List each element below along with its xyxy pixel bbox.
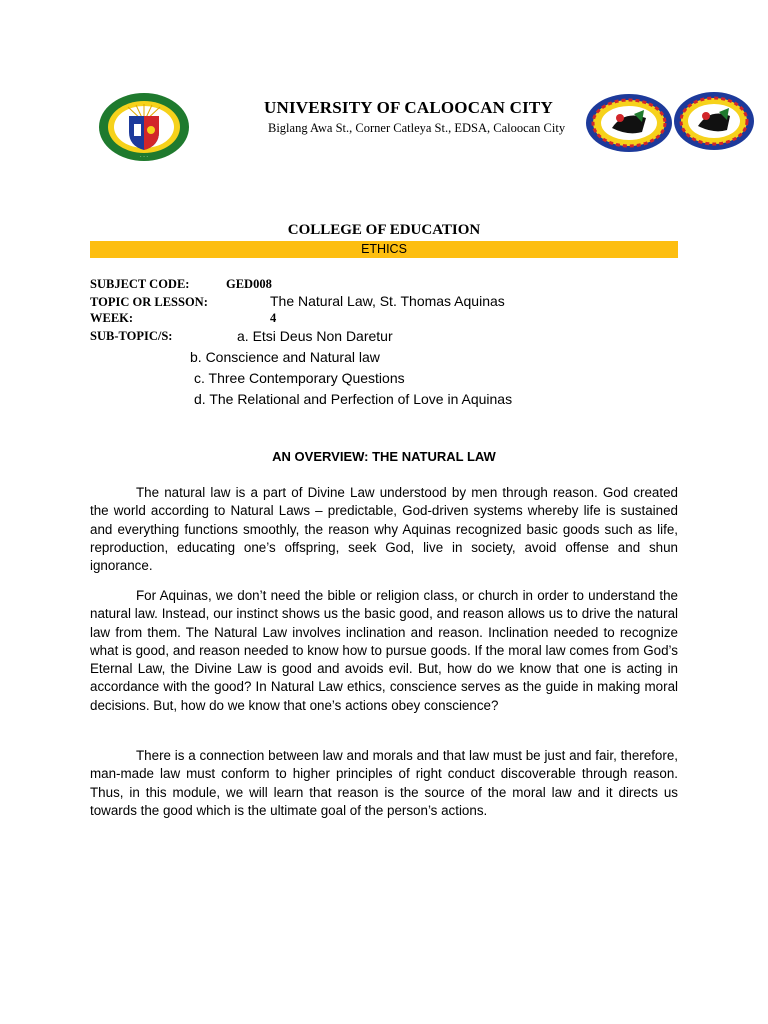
university-seal-icon — [98, 92, 190, 162]
college-seal-icon — [672, 90, 756, 152]
college-title: COLLEGE OF EDUCATION — [287, 222, 481, 238]
paragraph: There is a connection between law and morals and that law must be just and fair, therefore, man-made law must conform to higher principles of right conduct discoverable through reason. Thus, in this module, we will learn that reason is the source of the moral law and it directs us towards the good which is the ultimate goal of the person’s actions. — [90, 748, 678, 818]
subject-banner: ETHICS — [90, 241, 678, 258]
subtopic-item: a. Etsi Deus Non Daretur — [237, 328, 393, 344]
subtopic-item: d. The Relational and Perfection of Love in Aquinas — [194, 391, 513, 407]
university-address: Biglang Awa St., Corner Catleya St., EDSA, Caloocan City — [268, 121, 566, 135]
subject-code-value: GED008 — [226, 277, 272, 291]
paragraph: For Aquinas, we don’t need the bible or religion class, or church in order to understand the natural law. Instead, our instinct shows us the basic good, and reason allows us to drive the natural law from them. The Natural Law involves inclination and reason. Inclination needed to recognize what is good, and reason needed to know how to pursue goods. If the moral law comes from God’s Eternal Law, the Divine Law is good and avoids evil. But, how do we know that one is acting in accordance with the good? In Natural Law ethics, conscience serves as the guide in making moral decisions. But, how do we know that one’s actions obey conscience? — [90, 588, 678, 713]
college-seal-icon — [584, 92, 674, 154]
subtopic-item: b. Conscience and Natural law — [190, 349, 380, 365]
topic-label: TOPIC OR LESSON: — [90, 295, 208, 309]
paragraph: The natural law is a part of Divine Law understood by men through reason. God created the world according to Natural Laws – predictable, God-driven systems whereby life is sustained and everything functions smoothly, the reason why Aquinas recognized basic goods such as life, reproduction, educating one’s offspring, seek God, live in society, avoid offense and shun ignorance. — [90, 485, 678, 574]
subtopic-item: c. Three Contemporary Questions — [194, 370, 405, 386]
week-label: WEEK: — [90, 311, 134, 325]
university-name: UNIVERSITY OF CALOOCAN CITY — [264, 98, 553, 117]
svg-text:· · ·: · · · — [140, 154, 148, 160]
subtopics-label: SUB-TOPIC/S: — [90, 329, 173, 343]
subject-code-label: SUBJECT CODE: — [90, 277, 190, 291]
section-heading: AN OVERVIEW: THE NATURAL LAW — [272, 449, 496, 464]
topic-value: The Natural Law, St. Thomas Aquinas — [270, 293, 505, 309]
week-value: 4 — [270, 311, 277, 325]
